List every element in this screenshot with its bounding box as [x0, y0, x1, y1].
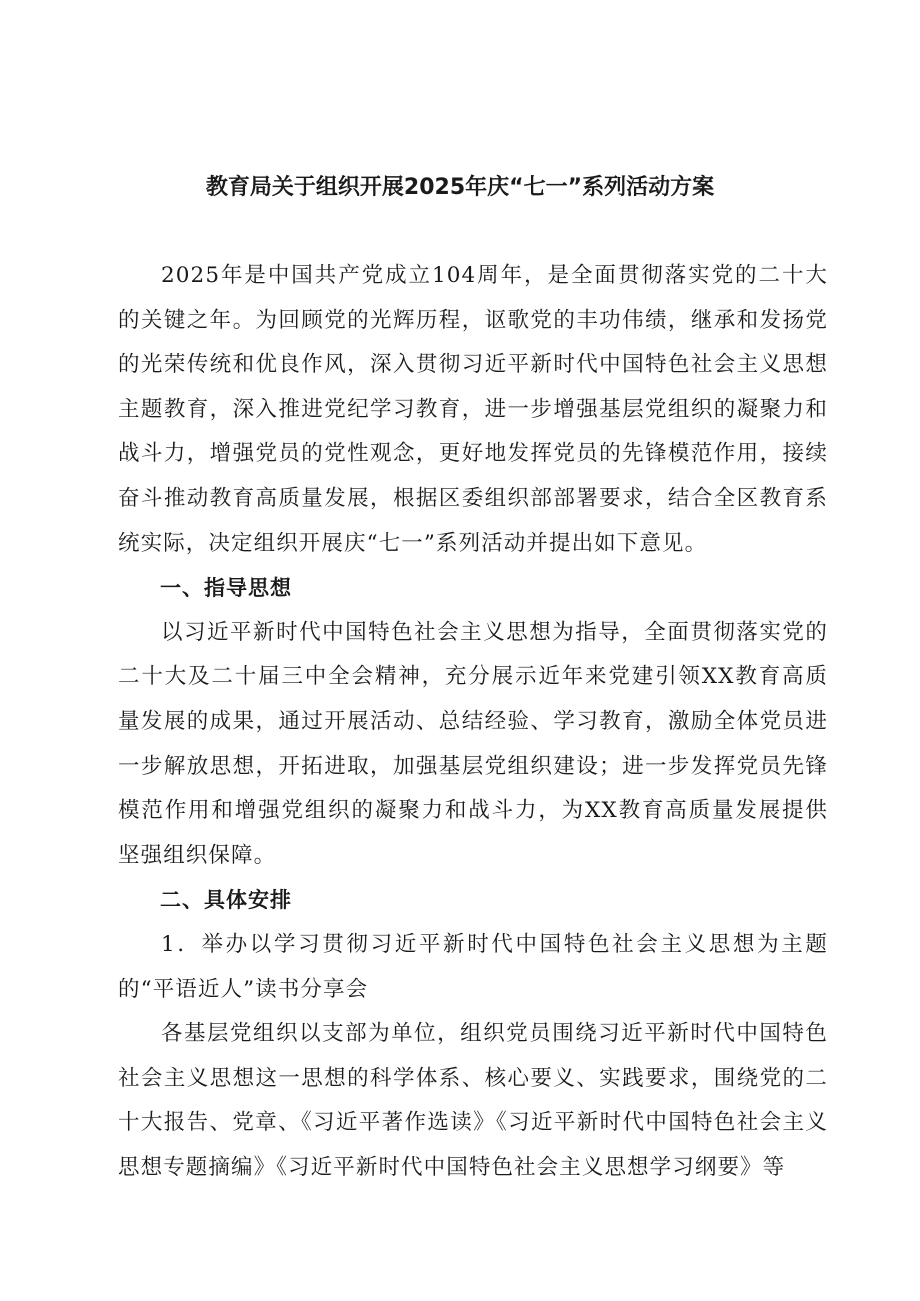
arrangement-item-paragraph: 各基层党组织以支部为单位，组织党员围绕习近平新时代中国特色社会主义思想这一思想的科学体系、核心要义、实践要求，围绕党的二十大报告、党章、《习近平著作选读》《习近平新时代中国特色社会主义思想专题摘编》《习近平新时代中国特色社会主义思想学习纲要》等: [118, 1021, 828, 1180]
arrangement-item-title: 1．举办以学习贯彻习近平新时代中国特色社会主义思想为主题的“平语近人”读书分享会: [118, 931, 828, 1002]
intro-paragraph: 2025年是中国共产党成立104周年，是全面贯彻落实党的二十大的关键之年。为回顾党的光辉历程，讴歌党的丰功伟绩，继承和发扬党的光荣传统和优良作风，深入贯彻习近平新时代中国特色社会主义思想主题教育，深入推进党纪学习教育，进一步增强基层党组织的凝聚力和战斗力，增强党员的党性观念，更好地发挥党员的先锋模范作用，接续奋斗推动教育高质量发展，根据区委组织部部署要求，结合全区教育系统实际，决定组织开展庆“七一”系列活动并提出如下意见。: [118, 263, 828, 556]
document-body: [118, 254, 828, 1190]
document-title: 教育局关于组织开展2025年庆“七一”系列活动方案: [205, 175, 715, 200]
guiding-ideology-paragraph: 以习近平新时代中国特色社会主义思想为指导，全面贯彻落实党的二十大及二十届三中全会精神，充分展示近年来党建引领XX教育高质量发展的成果，通过开展活动、总结经验、学习教育，激励全体党员进一步解放思想，开拓进取，加强基层党组织建设；进一步发挥党员先锋模范作用和增强党组织的凝聚力和战斗力，为XX教育高质量发展提供坚强组织保障。: [118, 619, 828, 868]
section-heading-arrangements: 二、具体安排: [160, 888, 292, 913]
section-heading-guiding-ideology: 一、指导思想: [160, 576, 292, 601]
